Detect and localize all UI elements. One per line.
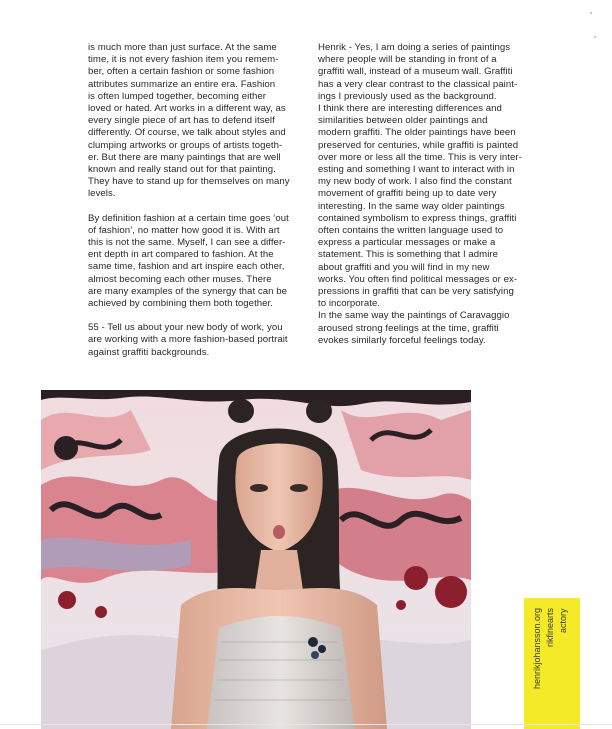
page-divider bbox=[0, 724, 612, 725]
artwork-image bbox=[41, 390, 471, 729]
website-link[interactable]: henrikjohansson.org bbox=[532, 608, 542, 690]
decor-dot bbox=[594, 36, 596, 38]
article-right-column bbox=[318, 42, 538, 347]
article-left-column bbox=[88, 42, 304, 359]
credit-line: actory bbox=[558, 608, 568, 633]
decor-dot bbox=[590, 12, 592, 14]
sidebar-credits bbox=[531, 608, 575, 729]
paragraph: By definition fashion at a certain time goes ‘out of fashion’, no matter how good it is. With art this is not the same. Myself, I can see a differ- ent depth in art compared to fashion. At the same time, fashion and art inspire each other, almost becoming each other muses. There are many examples of the synergy that can be achieved by combining them both together. bbox=[88, 212, 289, 310]
interview-question: 55 - Tell us about your new body of work, you are working with a more fashion-based portrait against graffiti backgrounds. bbox=[88, 322, 288, 358]
paragraph: is much more than just surface. At the same time, it is not every fashion item you remem- ber, often a certain fashion or some fashion attributes summarize an entire era. Fashion is often lumped together, becoming either loved or hated. Art works in a different way, as every single piece of art has to defend itself differently. Of course, we talk about styles and clumping artworks or groups of artists togeth- er. But there are many paintings that are well known and really stand out for that painting. They have to stand up for themselves on many levels. bbox=[88, 42, 290, 200]
interview-answer: Henrik - Yes, I am doing a series of paintings where people will be standing in front of a graffiti wall, instead of a museum wall. Graffiti has a very clear contrast to the classical paint- ings I previously used as the background. I think there are interesting differences and similarities between older paintings and modern graffiti. The older paintings have been preserved for centuries, while graffiti is painted over more or less all the time. This is very inter- esting and something I want to interact with in my new body of work. I also find the constant movement of graffiti being up to date very interesting. In the same way older paintings contained symbolism to express things, graffiti often contains the written language used to express a particular messages or make a statement. This is something that I admire about graffiti and you will find in my new works. You often find political messages or ex- pressions in graffiti that can be very satisfying to incorporate. In the same way the paintings of Caravaggio aroused strong feelings at the time, graffiti evokes similarly forceful feelings today. bbox=[318, 42, 522, 346]
credit-line: rikfinearts bbox=[545, 608, 555, 648]
